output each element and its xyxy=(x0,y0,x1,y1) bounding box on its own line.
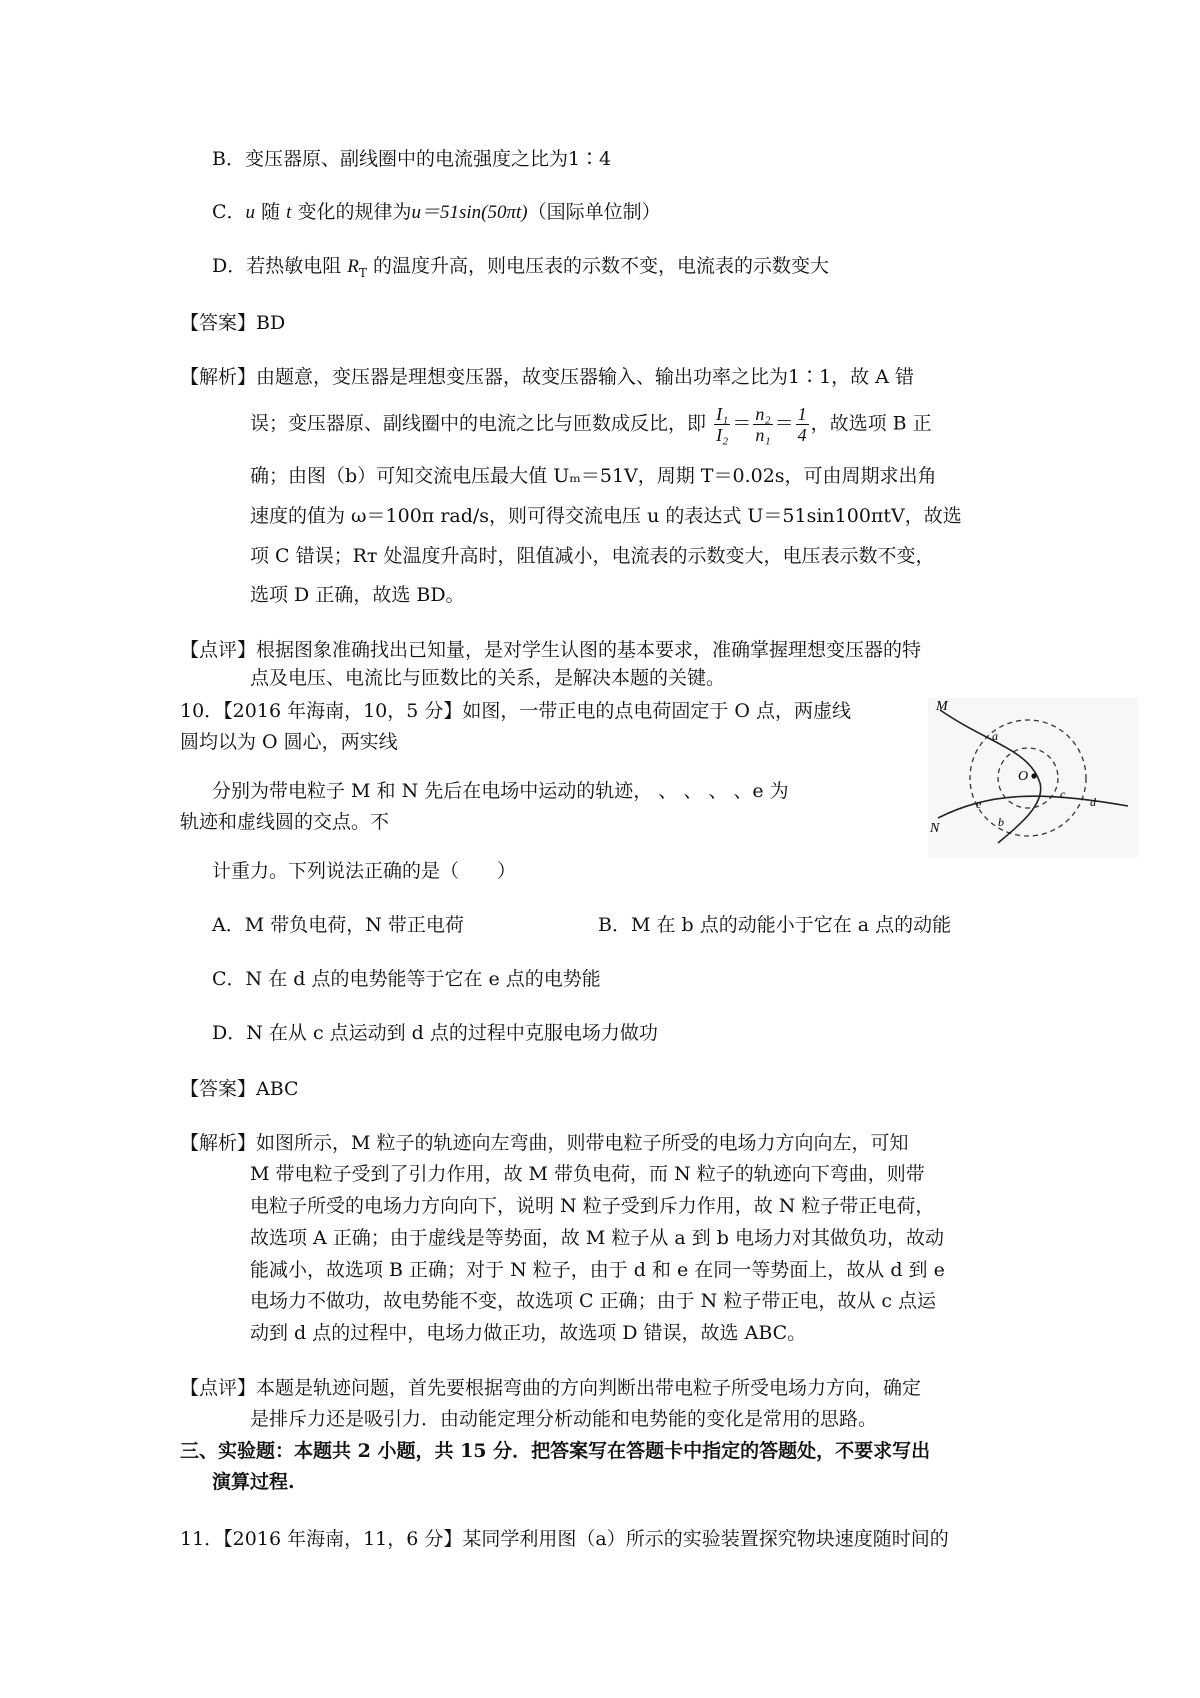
label-b: b xyxy=(998,815,1004,829)
q10-stem-line: 分别为带电粒子 M 和 N 先后在电场中运动的轨迹， 、 、 、 、e 为 xyxy=(212,780,789,802)
fraction-one-quarter: $\frac{1}{4}$ xyxy=(797,404,807,445)
label-d: d xyxy=(1090,795,1096,809)
q9-analysis-line: 速度的值为 ω＝100π rad/s，则可得交流电压 u 的表达式 U＝51sin100πtV，故选 xyxy=(250,505,962,527)
q9-comment-line: 【点评】根据图象准确找出已知量，是对学生认图的基本要求，准确掌握理想变压器的特 xyxy=(180,639,922,661)
q10-stem-line: 10．【2016 年海南，10，5 分】如图，一带正电的点电荷固定于 O 点，两虚线 xyxy=(180,700,852,722)
q10-analysis-line: 电场力不做功，故电势能不变，故选项 C 正确；由于 N 粒子带正电，故从 c 点运 xyxy=(250,1290,937,1312)
q10-option-a: A．M 带负电荷，N 带正电荷 xyxy=(212,914,464,936)
label-c: c xyxy=(1060,787,1066,801)
q9-analysis-line: 确；由图（b）可知交流电压最大值 Uₘ＝51V，周期 T＝0.02s，可由周期求出角 xyxy=(250,465,937,487)
label-e: e xyxy=(976,797,982,811)
q9-comment-line: 点及电压、电流比与匝数比的关系，是解决本题的关键。 xyxy=(250,667,726,689)
q10-comment-line: 【点评】本题是轨迹问题，首先要根据弯曲的方向判断出带电粒子所受电场力方向，确定 xyxy=(180,1377,922,1399)
q9-option-c: C．u 随 t 变化的规律为u＝51sin(50πt)（国际单位制） xyxy=(212,201,661,223)
q9-option-b: B．变压器原、副线圈中的电流强度之比为1∶4 xyxy=(212,148,612,170)
section-3-title-cont: 演算过程. xyxy=(212,1471,295,1493)
q9-analysis-line: 【解析】由题意，变压器是理想变压器，故变压器输入、输出功率之比为1∶1，故 A 错 xyxy=(180,366,914,388)
q10-analysis-line: M 带电粒子受到了引力作用，故 M 带负电荷，而 N 粒子的轨迹向下弯曲，则带 xyxy=(250,1163,925,1185)
q9-formula: u＝51sin(50πt) xyxy=(411,202,528,223)
q10-analysis-line: 动到 d 点的过程中，电场力做正功，故选项 D 错误，故选 ABC。 xyxy=(250,1322,807,1344)
label-n: N xyxy=(930,821,940,836)
q10-analysis-line: 能减小，故选项 B 正确；对于 N 粒子，由于 d 和 e 在同一等势面上，故从 d 到 e xyxy=(250,1259,945,1281)
q9-analysis-line: 项 C 错误；Rᴛ 处温度升高时，阻值减小，电流表的示数变大，电压表示数不变， xyxy=(250,545,935,567)
point-o-charge xyxy=(1031,773,1036,778)
q10-stem-line: 计重力。下列说法正确的是（ ） xyxy=(212,860,517,882)
q10-analysis-line: 故选项 A 正确；由于虚线是等势面，故 M 粒子从 a 到 b 电场力对其做负功，故动 xyxy=(250,1227,944,1249)
label-a: a xyxy=(992,729,998,743)
fraction-i1-i2: $\frac{\text{I₁}}{\text{I₂}}$ xyxy=(716,404,729,445)
q10-analysis-line: 【解析】如图所示，M 粒子的轨迹向左弯曲，则带电粒子所受的电场力方向向左，可知 xyxy=(180,1132,909,1154)
q10-answer: 【答案】ABC xyxy=(180,1078,299,1100)
label-m: M xyxy=(936,699,948,714)
q10-option-d: D．N 在从 c 点运动到 d 点的过程中克服电场力做功 xyxy=(212,1022,658,1044)
q9-option-d: D．若热敏电阻 $R_T$ 的温度升高，则电压表的示数不变，电流表的示数变大 xyxy=(212,255,829,280)
q10-stem-line: 轨迹和虚线圆的交点。不 xyxy=(180,811,390,833)
section-3-title: 三、实验题：本题共 2 小题，共 15 分．把答案写在答题卡中指定的答题处，不要求写出 xyxy=(180,1440,931,1462)
q11-stem-line: 11．【2016 年海南，11，6 分】某同学利用图（a）所示的实验装置探究物块速度随时间的 xyxy=(180,1528,949,1550)
q10-analysis-line: 电粒子所受的电场力方向向下，说明 N 粒子受到斥力作用，故 N 粒子带正电荷， xyxy=(250,1195,935,1217)
q9-answer: 【答案】BD xyxy=(180,312,286,334)
q9-analysis-line: 误；变压器原、副线圈中的电流之比与匝数成反比，即 $\frac{\text{I₁}}{\text{I₂}}$ ＝ $\frac{\text{n₂}}{\text{n₁}}$ ＝ $\frac{1}{4}$ ，故选项 B 正 xyxy=(250,404,932,445)
label-o: O xyxy=(1018,769,1029,784)
q10-option-b: B．M 在 b 点的动能小于它在 a 点的动能 xyxy=(598,914,952,936)
q10-trajectory-figure xyxy=(928,698,1138,858)
q9-analysis-line: 选项 D 正确，故选 BD。 xyxy=(250,584,465,606)
q10-option-c: C．N 在 d 点的电势能等于它在 e 点的电势能 xyxy=(212,968,601,990)
q10-stem-line: 圆均以为 O 圆心，两实线 xyxy=(180,731,398,753)
fraction-n2-n1: $\frac{\text{n₂}}{\text{n₁}}$ xyxy=(755,404,771,445)
q10-comment-line: 是排斥力还是吸引力．由动能定理分析动能和电势能的变化是常用的思路。 xyxy=(250,1408,878,1430)
